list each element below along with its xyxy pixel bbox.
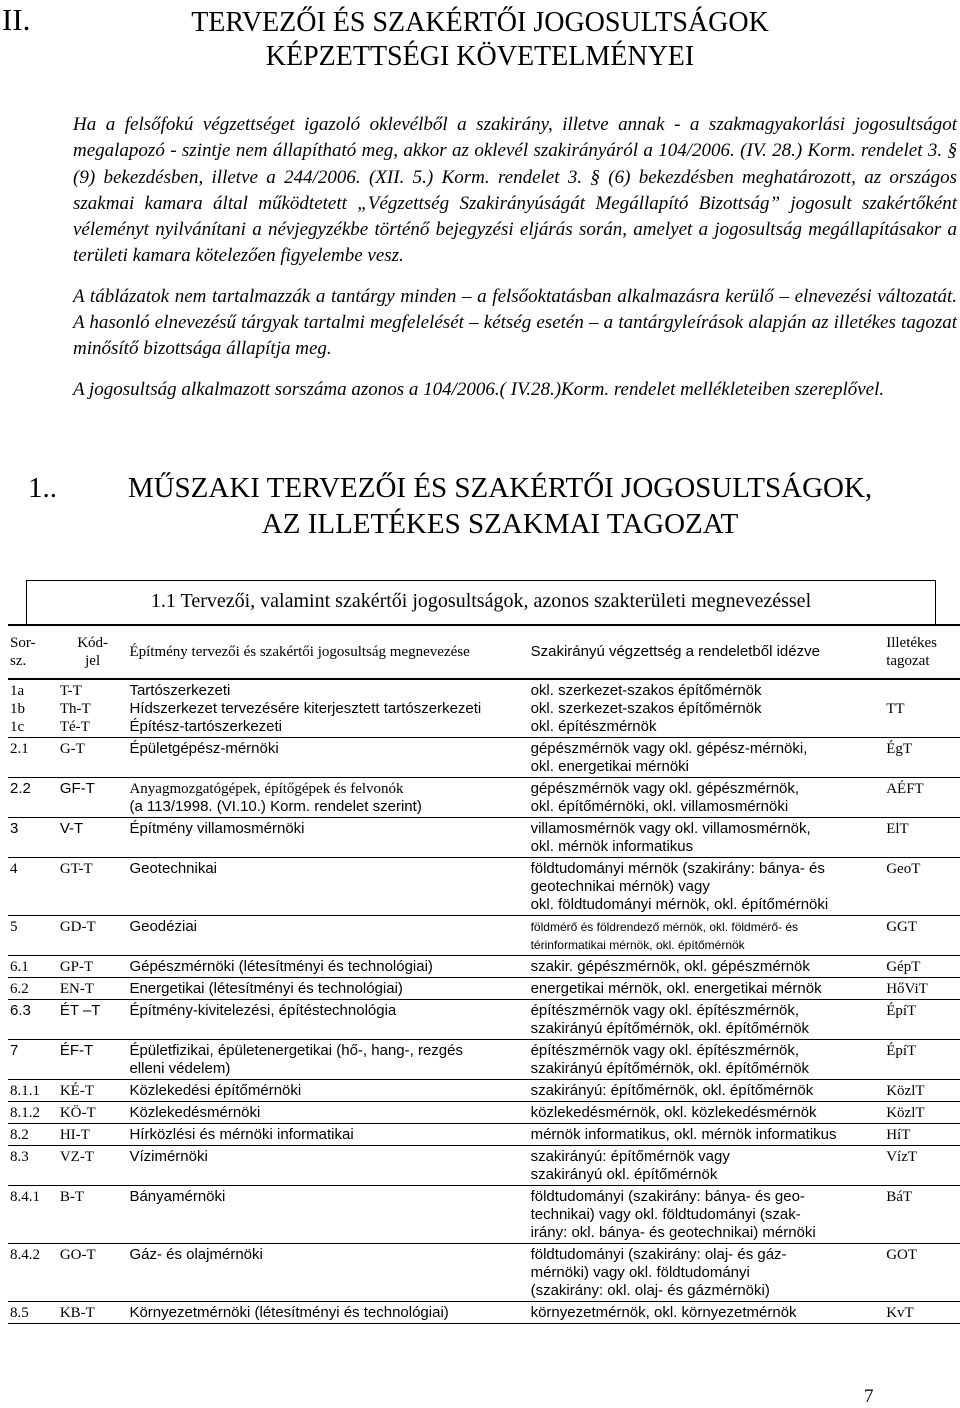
chapter-title-line1: MŰSZAKI TERVEZŐI ÉS SZAKÉRTŐI JOGOSULTSÁGOK, — [127, 472, 873, 504]
table-cell: B-T — [58, 1186, 128, 1244]
table-cell: Energetikai (létesítményi és technológiai) — [127, 978, 528, 1000]
table-cell: ÉgT — [884, 738, 960, 778]
table-cell: TT — [884, 679, 960, 738]
table-header-row — [8, 625, 960, 679]
table-cell: GO-T — [58, 1244, 128, 1302]
table-cell: szakirányú: építőmérnök, okl. építőmérnök — [529, 1080, 885, 1102]
table-cell: építészmérnök vagy okl. építészmérnök, szakirányú építőmérnök, okl. építőmérnök — [529, 1040, 885, 1080]
qualification-table — [8, 624, 960, 1324]
table-row — [8, 1186, 960, 1244]
table-cell: ElT — [884, 818, 960, 858]
table-cell: Bányamérnöki — [127, 1186, 528, 1244]
table-cell: ÉF-T — [58, 1040, 128, 1080]
table-cell: GOT — [884, 1244, 960, 1302]
table-cell: környezetmérnök, okl. környezetmérnök — [529, 1302, 885, 1324]
table-cell: BáT — [884, 1186, 960, 1244]
table-row — [8, 679, 960, 738]
table-cell: 8.4.2 — [8, 1244, 58, 1302]
table-cell: GF-T — [58, 778, 128, 818]
table-cell: T-T Th-T Té-T — [58, 679, 128, 738]
header-degree: Szakirányú végzettség a rendeletből idézve — [529, 625, 885, 679]
chapter-title — [80, 470, 920, 542]
table-cell: Építmény villamosmérnöki — [127, 818, 528, 858]
table-cell: 2.1 — [8, 738, 58, 778]
table-cell: Közlekedési építőmérnöki — [127, 1080, 528, 1102]
table-row — [8, 1102, 960, 1124]
table-cell: Geotechnikai — [127, 858, 528, 916]
table-cell: ÉpíT — [884, 1000, 960, 1040]
table-cell: KÖ-T — [58, 1102, 128, 1124]
table-cell: HőViT — [884, 978, 960, 1000]
table-row — [8, 916, 960, 956]
table-cell: 1a 1b 1c — [8, 679, 58, 738]
table-cell: V-T — [58, 818, 128, 858]
table-cell: KÉ-T — [58, 1080, 128, 1102]
table-row — [8, 738, 960, 778]
table-cell: KözlT — [884, 1080, 960, 1102]
table-cell: KvT — [884, 1302, 960, 1324]
table-cell: GeoT — [884, 858, 960, 916]
table-cell: HI-T — [58, 1124, 128, 1146]
table-cell: Közlekedésmérnöki — [127, 1102, 528, 1124]
chapter-title-line2: AZ ILLETÉKES SZAKMAI TAGOZAT — [261, 508, 739, 540]
table-cell: 6.1 — [8, 956, 58, 978]
table-cell: mérnök informatikus, okl. mérnök informatikus — [529, 1124, 885, 1146]
table-row — [8, 1124, 960, 1146]
table-cell: Építmény-kivitelezési, építéstechnológia — [127, 1000, 528, 1040]
table-cell: építészmérnök vagy okl. építészmérnök, szakirányú építőmérnök, okl. építőmérnök — [529, 1000, 885, 1040]
table-cell: ÉpíT — [884, 1040, 960, 1080]
table-cell: ÉT –T — [58, 1000, 128, 1040]
table-cell: gépészmérnök vagy okl. gépészmérnök, okl. építőmérnöki, okl. villamosmérnöki — [529, 778, 885, 818]
table-cell: Épületfizikai, épületenergetikai (hő-, hang-, rezgés elleni védelem) — [127, 1040, 528, 1080]
intro-paragraph-2: A táblázatok nem tartalmazzák a tantárgy minden – a felsőoktatásban alkalmazásra kerülő – elnevezési változatát. A hasonló elnevezésű tárgyak tartalmi megfelelését – kétség esetén – a tantárgyleírások alapján az illetékes tagozat minősítő bizottsága állapítja meg. — [73, 285, 957, 360]
table-cell: 2.2 — [8, 778, 58, 818]
table-cell: 6.2 — [8, 978, 58, 1000]
table-cell: HíT — [884, 1124, 960, 1146]
chapter-number: 1.. — [28, 472, 57, 504]
intro-paragraph-3: A jogosultság alkalmazott sorszáma azonos a 104/2006.( IV.28.)Korm. rendelet mellékleteiben szereplővel. — [73, 378, 885, 400]
section-heading-line2: KÉPZETTSÉGI KÖVETELMÉNYEI — [265, 41, 695, 72]
table-row — [8, 1080, 960, 1102]
table-cell: 8.1.2 — [8, 1102, 58, 1124]
table-row — [8, 956, 960, 978]
table-cell: Gépészmérnöki (létesítményi és technológiai) — [127, 956, 528, 978]
header-name: Építmény tervezői és szakértői jogosultság megnevezése — [127, 625, 528, 679]
table-cell: Gáz- és olajmérnöki — [127, 1244, 528, 1302]
header-sorszam: Sor- sz. — [8, 625, 58, 679]
table-row — [8, 778, 960, 818]
table-row — [8, 1244, 960, 1302]
table-cell: Környezetmérnöki (létesítményi és technológiai) — [127, 1302, 528, 1324]
table-cell: EN-T — [58, 978, 128, 1000]
table-cell: 4 — [8, 858, 58, 916]
table-row — [8, 1000, 960, 1040]
table-cell: 8.1.1 — [8, 1080, 58, 1102]
table-row — [8, 858, 960, 916]
table-cell: földmérő és földrendező mérnök, okl. földmérő- és térinformatikai mérnök, okl. építőmérnök — [529, 916, 885, 956]
header-kodjel: Kód- jel — [58, 625, 128, 679]
table-cell: G-T — [58, 738, 128, 778]
table-cell: GP-T — [58, 956, 128, 978]
table-cell: energetikai mérnök, okl. energetikai mérnök — [529, 978, 885, 1000]
table-cell: GGT — [884, 916, 960, 956]
table-cell: 5 — [8, 916, 58, 956]
table-cell: földtudományi mérnök (szakirány: bánya- és geotechnikai mérnök) vagy okl. földtudományi mérnök, okl. építőmérnöki — [529, 858, 885, 916]
section-heading-line1: TERVEZŐI ÉS SZAKÉRTŐI JOGOSULTSÁGOK — [191, 7, 769, 38]
table-cell: földtudományi (szakirány: olaj- és gáz- mérnöki) vagy okl. földtudományi (szakirány: okl. olaj- és gázmérnöki) — [529, 1244, 885, 1302]
table-cell: 6.3 — [8, 1000, 58, 1040]
section-heading — [130, 6, 830, 74]
table-cell: GD-T — [58, 916, 128, 956]
table-row — [8, 1040, 960, 1080]
section-number: II. — [2, 2, 31, 37]
intro-text — [73, 112, 957, 417]
table-cell: 8.5 — [8, 1302, 58, 1324]
table-row — [8, 978, 960, 1000]
table-cell: 3 — [8, 818, 58, 858]
table-title: 1.1 Tervezői, valamint szakértői jogosultságok, azonos szakterületi megnevezéssel — [26, 580, 936, 625]
table-cell: KözlT — [884, 1102, 960, 1124]
intro-paragraph-1: Ha a felsőfokú végzettséget igazoló oklevélből a szakirány, illetve annak - a szakmagyakorlási jogosultságot megalapozó - szintje nem állapítható meg, akkor az oklevél szakirányáról a 104/2006. (IV. 28.) Korm. rendelet 3. § (9) bekezdésben, illetve a 244/2006. (XII. 5.) Korm. rendelet 3. § (6) bekezdésben meghatározott, az országos szakmai kamara által működtetett „Végzettség Szakirányúságát Megállapító Bizottság” jogosult szakértőként véleményt nyilvánítani a névjegyzékbe történő bejegyzési eljárás során, amelyet a jogosultság megállapításakor a területi kamara kötelezően figyelembe vesz. — [73, 114, 957, 267]
table-cell: Vízimérnöki — [127, 1146, 528, 1186]
table-cell: KB-T — [58, 1302, 128, 1324]
table-cell: földtudományi (szakirány: bánya- és geo- technikai) vagy okl. földtudományi (szak- irány: okl. bánya- és geotechnikai) mérnöki — [529, 1186, 885, 1244]
table-cell: Hírközlési és mérnöki informatikai — [127, 1124, 528, 1146]
table-cell: villamosmérnök vagy okl. villamosmérnök, okl. mérnök informatikus — [529, 818, 885, 858]
table-cell: gépészmérnök vagy okl. gépész-mérnöki, okl. energetikai mérnöki — [529, 738, 885, 778]
table-cell: VZ-T — [58, 1146, 128, 1186]
table-cell: Épületgépész-mérnöki — [127, 738, 528, 778]
table-cell: közlekedésmérnök, okl. közlekedésmérnök — [529, 1102, 885, 1124]
page-number: 7 — [864, 1386, 874, 1407]
table-cell: szakir. gépészmérnök, okl. gépészmérnök — [529, 956, 885, 978]
table-cell: Anyagmozgatógépek, építőgépek és felvonók (a 113/1998. (VI.10.) Korm. rendelet szerint) — [127, 778, 528, 818]
table-cell: Geodéziai — [127, 916, 528, 956]
table-cell: GépT — [884, 956, 960, 978]
table-cell: 8.4.1 — [8, 1186, 58, 1244]
table-cell: 8.2 — [8, 1124, 58, 1146]
header-tagozat: Illetékes tagozat — [884, 625, 960, 679]
table-cell: Tartószerkezeti Hídszerkezet tervezésére kiterjesztett tartószerkezeti Építész-tartószerkezeti — [127, 679, 528, 738]
table-cell: szakirányú: építőmérnök vagy szakirányú okl. építőmérnök — [529, 1146, 885, 1186]
table-cell: 8.3 — [8, 1146, 58, 1186]
table-cell: AÉFT — [884, 778, 960, 818]
table-row — [8, 1302, 960, 1324]
table-row — [8, 818, 960, 858]
table-cell: VízT — [884, 1146, 960, 1186]
table-cell: 7 — [8, 1040, 58, 1080]
table-cell: okl. szerkezet-szakos építőmérnök okl. szerkezet-szakos építőmérnök okl. építészmérnök — [529, 679, 885, 738]
table-row — [8, 1146, 960, 1186]
table-cell: GT-T — [58, 858, 128, 916]
